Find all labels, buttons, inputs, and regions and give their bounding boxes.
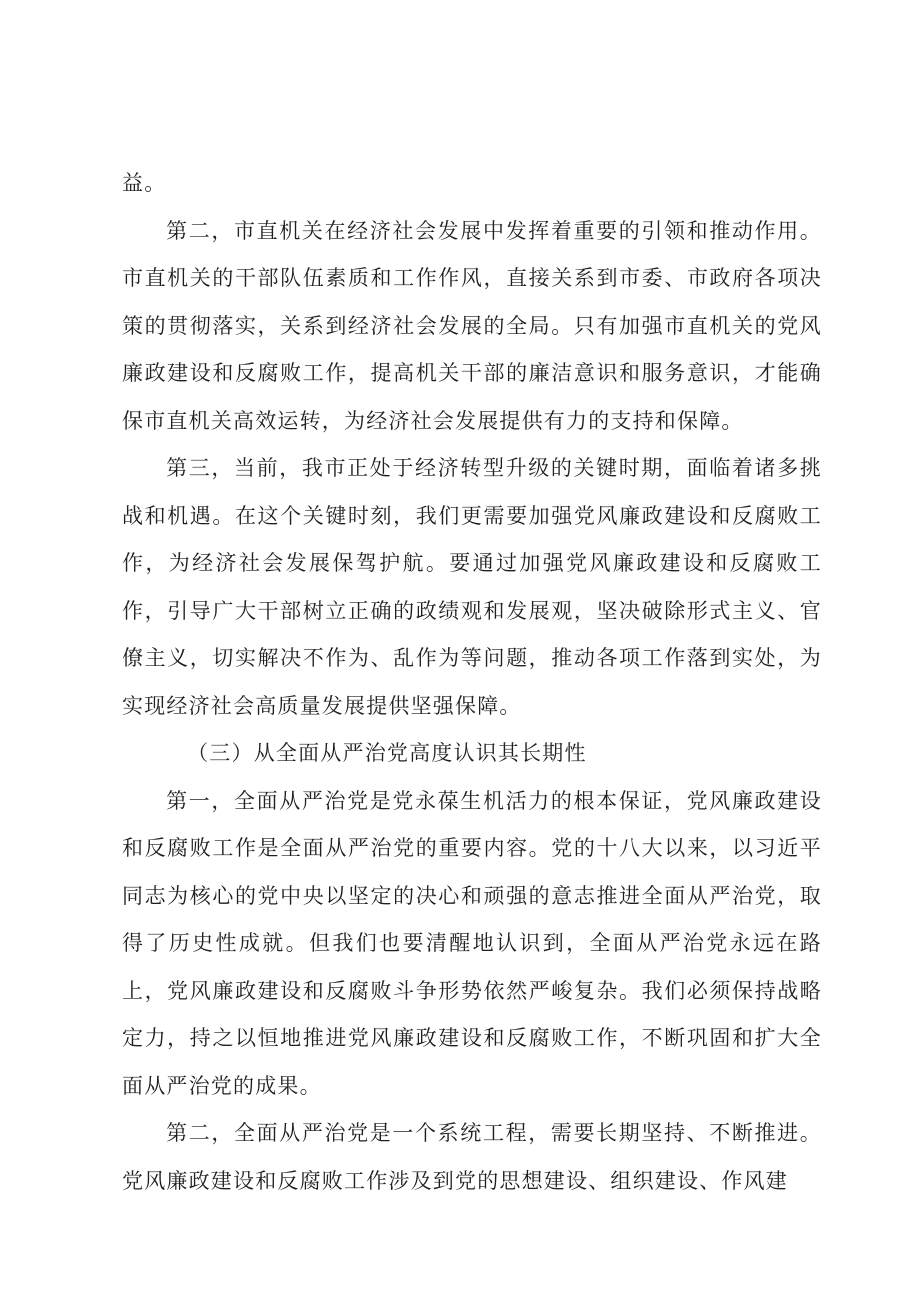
paragraph-second-system: 第二，全面从严治党是一个系统工程，需要长期坚持、不断推进。党风廉政建设和反腐败工作涉及到党的思想建设、组织建设、作风建 [122,1121,822,1193]
document-body [122,160,822,1205]
paragraph-second-role: 第二，市直机关在经济社会发展中发挥着重要的引领和推动作用。市直机关的干部队伍素质和工作作风，直接关系到市委、市政府各项决策的贯彻落实，关系到经济社会发展的全局。只有加强市直机关的党风廉政建设和反腐败工作，提高机关干部的廉洁意识和服务意识，才能确保市直机关高效运转，为经济社会发展提供有力的支持和保障。 [122,218,822,433]
paragraph-continuation: 益。 [122,171,167,195]
paragraph-third-current: 第三，当前，我市正处于经济转型升级的关键时期，面临着诸多挑战和机遇。在这个关键时刻，我们更需要加强党风廉政建设和反腐败工作，为经济社会发展保驾护航。要通过加强党风廉政建设和反腐败工作，引导广大干部树立正确的政绩观和发展观，坚决破除形式主义、官僚主义，切实解决不作为、乱作为等问题，推动各项工作落到实处，为实现经济社会高质量发展提供坚强保障。 [122,456,822,718]
section-heading: （三）从全面从严治党高度认识其长期性 [187,741,587,765]
paragraph-first-strict: 第一，全面从严治党是党永葆生机活力的根本保证，党风廉政建设和反腐败工作是全面从严治党的重要内容。党的十八大以来，以习近平同志为核心的党中央以坚定的决心和顽强的意志推进全面从严治党，取得了历史性成就。但我们也要清醒地认识到，全面从严治党永远在路上，党风廉政建设和反腐败斗争形势依然严峻复杂。我们必须保持战略定力，持之以恒地推进党风廉政建设和反腐败工作，不断巩固和扩大全面从严治党的成果。 [122,788,822,1098]
